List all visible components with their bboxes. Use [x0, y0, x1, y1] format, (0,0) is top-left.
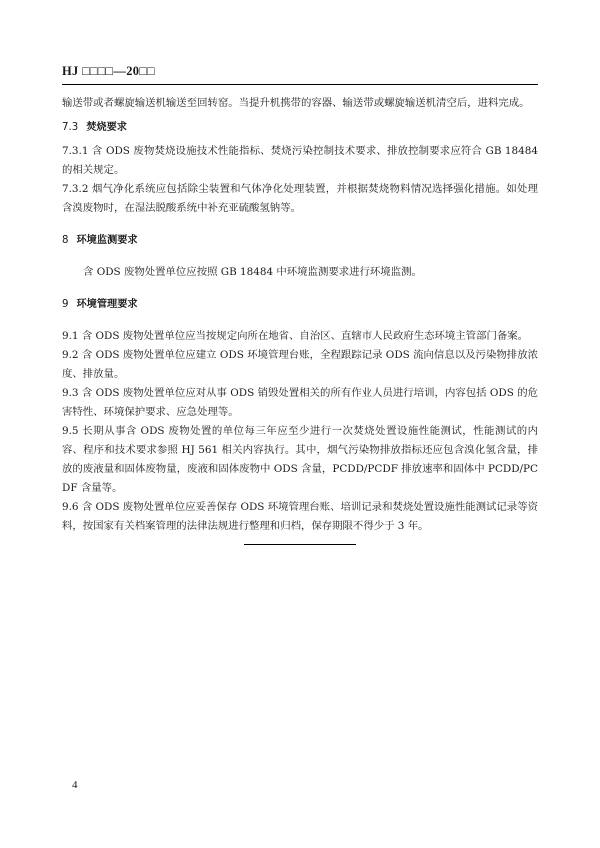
section-7-3-heading: [62, 118, 538, 137]
header-divider: [62, 84, 538, 85]
section-title: 环境管理要求: [76, 299, 138, 310]
intro-paragraph: 输送带或者螺旋输送机输送至回转窑。当提升机携带的容器、输送带或螺旋输送机清空后，进料完成。: [62, 97, 530, 109]
section-number: 7.3: [62, 122, 79, 133]
document-code-header: HJ □□□□—20□□: [62, 64, 155, 78]
section-title: 焚烧要求: [86, 122, 127, 133]
paragraph-9-2: 9.2 含 ODS 废物处置单位应建立 ODS 环境管理台账，全程跟踪记录 ODS 流向信息以及污染物排放浓度、排放量。: [62, 349, 538, 380]
end-of-document-rule: [244, 544, 356, 545]
paragraph-9-5: 9.5 长期从事含 ODS 废物处置的单位每三年应至少进行一次焚烧处置设施性能测试，性能测试的内容、程序和技术要求参照 HJ 561 相关内容执行。其中，烟气污染物排放指标还应包含溴化氢含量，排放的废液量和固体废物量，废液和固体废物中 ODS 含量，PCDD/PCDF 排放速率和固体中 PCDD/PCDF 含量等。: [62, 425, 538, 494]
paragraph-9-1: 9.1 含 ODS 废物处置单位应当按规定向所在地省、自治区、直辖市人民政府生态环境主管部门备案。: [62, 330, 529, 342]
section-number: 8: [62, 235, 69, 246]
paragraph-9-6: 9.6 含 ODS 废物处置单位应妥善保存 ODS 环境管理台账、培训记录和焚烧处置设施性能测试记录等资料，按国家有关档案管理的法律法规进行整理和归档，保存期限不得少于 3 年。: [62, 501, 538, 532]
section-8-heading: [62, 231, 538, 250]
section-title: 环境监测要求: [76, 235, 138, 246]
paragraph-7-3-1: 7.3.1 含 ODS 废物焚烧设施技术性能指标、焚烧污染控制技术要求、排放控制要求应符合 GB 18484 的相关规定。: [62, 145, 538, 176]
section-number: 9: [62, 299, 69, 310]
page-number: 4: [72, 779, 78, 791]
paragraph-9-3: 9.3 含 ODS 废物处置单位应对从事 ODS 销毁处置相关的所有作业人员进行培训，内容包括 ODS 的危害特性、环境保护要求、应急处理等。: [62, 387, 538, 418]
page-body: [62, 94, 538, 545]
section-8-body: 含 ODS 废物处置单位应按照 GB 18484 中环境监测要求进行环境监测。: [83, 266, 422, 278]
section-9-heading: [62, 295, 538, 314]
paragraph-7-3-2: 7.3.2 烟气净化系统应包括除尘装置和气体净化处理装置，并根据焚烧物料情况选择强化措施。如处理含溴废物时，在湿法脱酸系统中补充亚硫酸氢钠等。: [62, 183, 538, 214]
